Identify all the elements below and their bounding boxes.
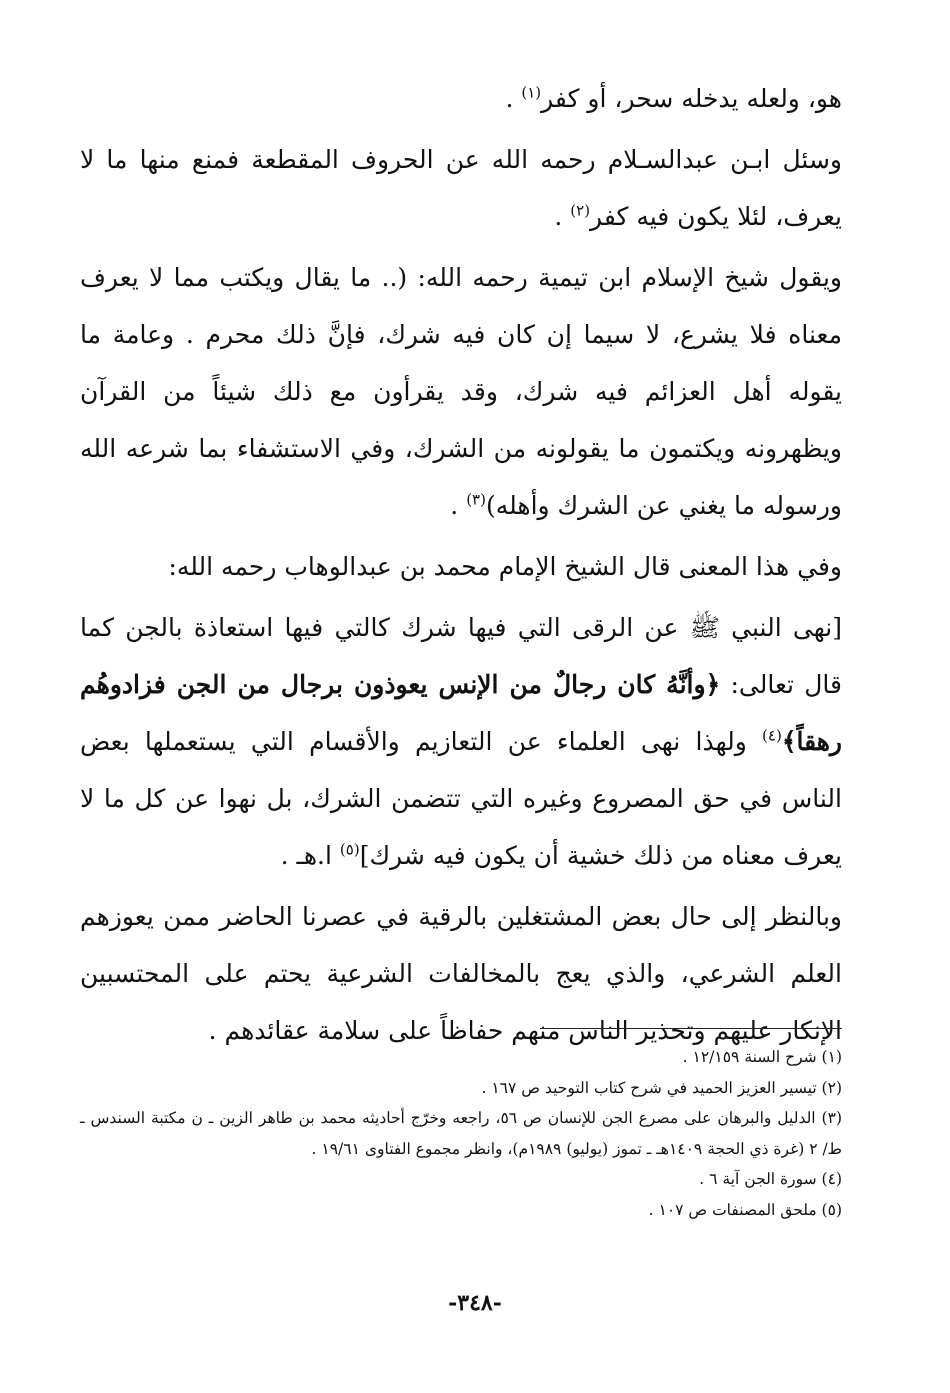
quran-verse: ﴿وأنَّهُ كان رجالٌ من الإنس يعوذون برجال من الجن فزادوهُم رهقاً﴾: [80, 670, 842, 756]
footnotes: [80, 1042, 842, 1225]
paragraph-1: [80, 70, 842, 127]
footnote-divider: [540, 1028, 842, 1029]
paragraph-3: [80, 249, 842, 534]
footnote-5: (٥) ملحق المصنفات ص ١٠٧ .: [648, 1200, 842, 1219]
footnote-marker-2: (٢): [570, 201, 591, 220]
main-text: [80, 70, 842, 1059]
paragraph-6: [80, 888, 842, 1059]
footnote-marker-3: (٣): [466, 490, 486, 509]
quote-end: ا.هـ .: [280, 841, 340, 870]
paragraph-2-text: وسئل ابـن عبدالسـلام رحمه الله عن الحروف المقطعة فمنع منها ما لا يعرف، لئلا يكون فيه كفر: [80, 145, 842, 231]
paragraph-3-text: ويقول شيخ الإسلام ابن تيمية رحمه الله: (.. ما يقال ويكتب مما لا يعرف معناه فلا يشرع، لا سيما إن كان فيه شرك، فإنَّ ذلك محرم . وعامة ما يقوله أهل العزائم فيه شرك، وقد يقرأون مع ذلك شيئاً من القرآن ويظهرونه ويكتمون ما يقولونه من الشرك، وفي الاستشفاء بما شرعه الله ورسوله ما يغني عن الشرك وأهله): [80, 263, 842, 520]
paragraph-4: [80, 538, 842, 595]
sentence-end: .: [505, 84, 522, 113]
footnote-4: (٤) سورة الجن آية ٦ .: [699, 1170, 842, 1188]
footnote-marker-5: (٥): [339, 840, 360, 859]
page-number: -٣٤٨-: [448, 1290, 502, 1316]
quote-middle: ولهذا نهى العلماء عن التعازيم والأقسام التي يستعملها بعض الناس في حق المصروع وغيره التي تتضمن الشرك، بل نهوا عن كل ما لا يعرف معناه من ذلك خشية أن يكون فيه شرك]: [80, 727, 842, 870]
footnote-3: (٣) الدليل والبرهان على مصرع الجن للإنسان ص ٥٦، راجعه وخرّج أحاديثه محمد بن طاهر الزين ـ ن مكتبة السندس ـ ط/ ٢ (غرة ذي الحجة ١٤٠٩هـ ـ تموز (يوليو) ١٩٨٩م)، وانظر مجموع الفتاوى ١٩/٦١ .: [80, 1109, 842, 1158]
quote-intro: [نهى النبي ﷺ عن الرقى التي فيها شرك كالتي فيها استعاذة بالجن كما قال تعالى:: [80, 613, 842, 699]
paragraph-1-text: هو، ولعله يدخله سحر، أو كفر: [541, 84, 842, 113]
footnote-2: (٢) تيسير العزيز الحميد في شرح كتاب التوحيد ص ١٦٧ .: [481, 1078, 842, 1097]
footnote-1: (١) شرح السنة ١٢/١٥٩ .: [682, 1048, 842, 1066]
paragraph-6-text: وبالنظر إلى حال بعض المشتغلين بالرقية في عصرنا الحاضر ممن يعوزهم العلم الشرعي، والذي يعج بالمخالفات الشرعية يحتم على المحتسبين الإنكار عليهم وتحذير الناس منهم حفاظاً على سلامة عقائدهم .: [80, 902, 842, 1045]
paragraph-4-text: وفي هذا المعنى قال الشيخ الإمام محمد بن عبدالوهاب رحمه الله:: [168, 552, 842, 581]
sentence-end: .: [554, 202, 571, 231]
quote-paragraph: [80, 599, 842, 884]
sentence-end: .: [450, 491, 467, 520]
footnote-marker-4: (٤): [762, 726, 782, 745]
paragraph-2: [80, 131, 842, 245]
footnote-marker-1: (١): [521, 83, 542, 102]
